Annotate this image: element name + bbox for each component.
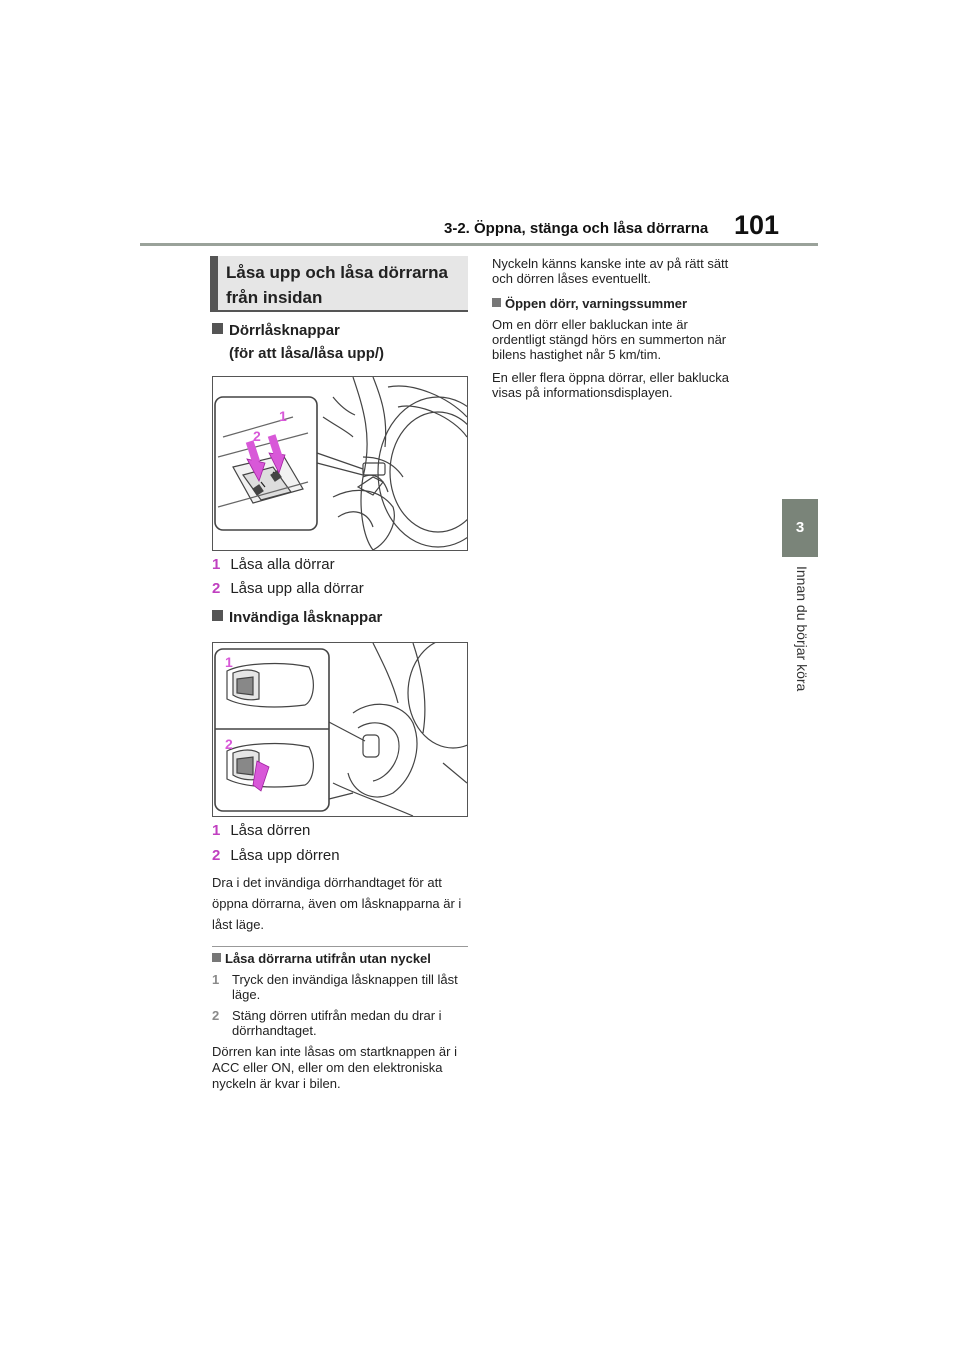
section-title: Låsa upp och låsa dörrarna från insidan (210, 256, 468, 312)
divider (212, 946, 468, 947)
square-bullet-icon (492, 298, 501, 307)
switches-heading: Dörrlåsknappar (212, 320, 340, 342)
inside-buttons-heading: Invändiga låsknappar (212, 607, 382, 629)
callout-1: 1 (225, 654, 233, 670)
right-para-1: Nyckeln känns kanske inte av på rätt sätt och dörren låses eventuellt. (492, 256, 729, 286)
outside-note: Dörren kan inte låsas om startknappen är i ACC eller ON, eller om den elektroniska nyckeln är kvar i bilen. (212, 1044, 457, 1091)
callout-1: 1 (279, 408, 287, 424)
square-bullet-icon (212, 610, 223, 621)
list-item: 1 Låsa dörren (212, 822, 311, 839)
right-para-3: En eller flera öppna dörrar, eller baklucka visas på informationsdisplayen. (492, 370, 730, 400)
chapter-title: Innan du börjar köra (794, 566, 810, 692)
callout-2: 2 (253, 428, 261, 444)
step-item: 1 Tryck den invändiga låsknappen till låst läge. (212, 972, 458, 1002)
list-item: 2 Låsa upp alla dörrar (212, 580, 364, 597)
open-door-heading: Öppen dörr, varningssummer (492, 296, 742, 311)
section-header: 3-2. Öppna, stänga och låsa dörrarna (444, 220, 709, 237)
chapter-tab: 3 (782, 499, 818, 557)
switches-subheading: (för att låsa/låsa upp/) (229, 345, 385, 362)
inside-buttons-note: Dra i det invändiga dörrhandtaget för att öppna dörrarna, även om låsknapparna är i låst läge. (212, 875, 462, 932)
header-rule (140, 243, 818, 246)
list-item: 2 Låsa upp dörren (212, 847, 340, 864)
inside-lock-button-illustration (213, 643, 467, 816)
right-para-2: Om en dörr eller bakluckan inte är ordentligt stängd hörs en summerton när bilens hastighet når 5 km/tim. (492, 317, 727, 362)
step-item: 2 Stäng dörren utifrån medan du drar i dörrhandtaget. (212, 1008, 442, 1038)
door-lock-switch-figure (212, 376, 468, 551)
page-number: 101 (734, 210, 780, 240)
square-bullet-icon (212, 323, 223, 334)
callout-2: 2 (225, 736, 233, 752)
door-lock-switch-illustration (213, 377, 467, 550)
square-bullet-icon (212, 953, 221, 962)
list-item: 1 Låsa alla dörrar (212, 556, 335, 573)
inside-lock-button-figure (212, 642, 468, 817)
outside-without-key-heading: Låsa dörrarna utifrån utan nyckel (212, 951, 431, 966)
